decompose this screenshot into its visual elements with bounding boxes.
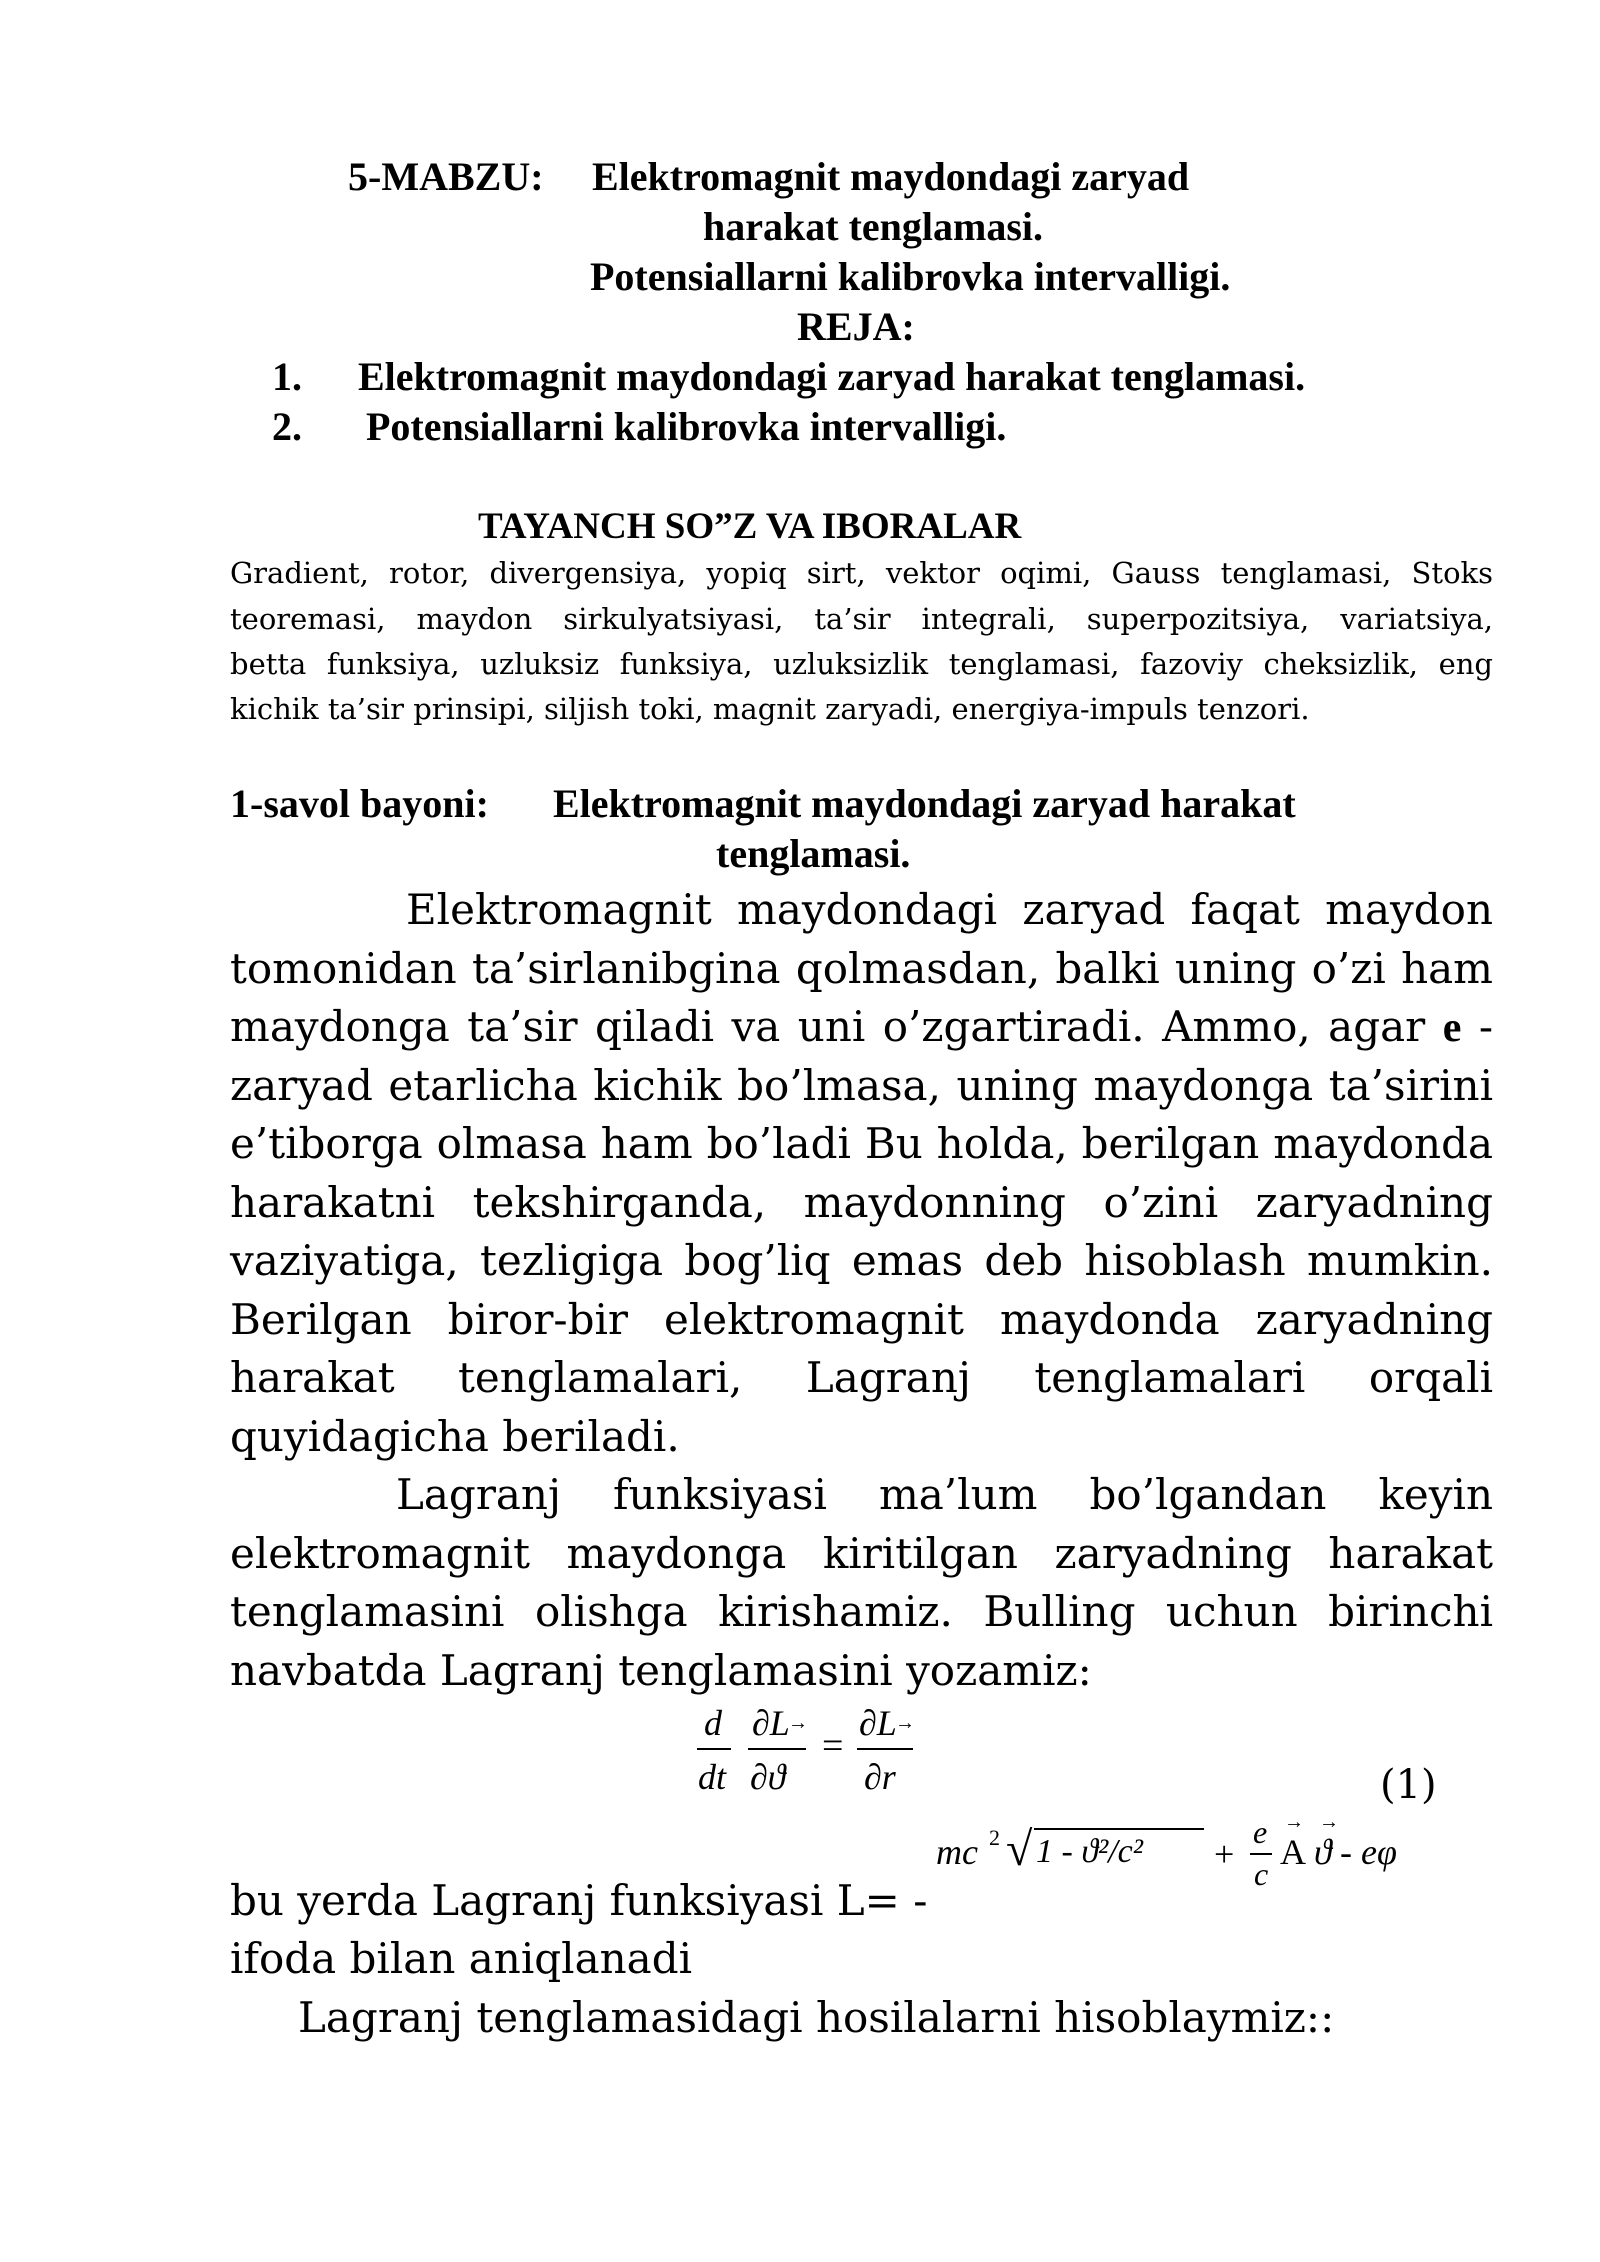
paragraph-line: navbatda Lagranj tenglamasini yozamiz: <box>230 1646 1092 1695</box>
formula-e: e <box>1253 1814 1268 1850</box>
sqrt-icon: √ <box>1006 1823 1033 1876</box>
paragraph-line: vaziyatiga, tezligiga bog’liq emas deb hisoblash mumkin. <box>230 1236 1493 1285</box>
keywords-line: kichik ta’sir prinsipi, siljish toki, magnit zaryadi, energiya-impuls tenzori. <box>230 692 1310 726</box>
keywords-line: betta funksiya, uzluksiz funksiya, uzluksizlik tenglamasi, fazoviy cheksizlik, eng <box>230 647 1493 681</box>
eq-num-1: ∂L <box>752 1703 790 1743</box>
paragraph-line: Berilgan biror-bir elektromagnit maydonda zaryadning <box>230 1295 1493 1344</box>
paragraph-line: zaryad etarlicha kichik bo’lmasa, uning maydonga ta’sirini <box>230 1061 1493 1110</box>
formula-c: c <box>1254 1856 1269 1892</box>
fraction-bar <box>697 1748 731 1750</box>
eq-den-2: ∂r <box>864 1757 896 1797</box>
paragraph-line: tenglamasini olishga kirishamiz. Bulling uchun birinchi <box>230 1587 1493 1636</box>
question-title-line-2: tenglamasi. <box>716 831 911 876</box>
sqrt-bar <box>1034 1828 1204 1830</box>
paragraph-line: harakatni tekshirganda, maydonning o’zini zaryadning <box>230 1178 1493 1227</box>
eq-d: d <box>704 1703 722 1743</box>
plan-item-number: 1. <box>272 354 302 399</box>
topic-label: 5-MABZU: <box>348 154 544 199</box>
paragraph-text: - <box>1478 1002 1494 1051</box>
paragraph-line: e’tiborga olmasa ham bo’ladi Bu holda, berilgan maydonda <box>230 1119 1493 1168</box>
paragraph-line: tomonidan ta’sirlanibgina qolmasdan, balki uning o’zi ham <box>230 944 1493 993</box>
paragraph-line: elektromagnit maydonga kiritilgan zaryadning harakat <box>230 1529 1493 1578</box>
formula-sqrt-content: 1 - ϑ²/c² <box>1036 1833 1143 1870</box>
vector-arrow-icon: → <box>1319 1811 1339 1833</box>
plan-item-number: 2. <box>272 404 302 449</box>
title-line-3: Potensiallarni kalibrovka intervalligi. <box>590 254 1231 299</box>
paragraph-line <box>230 999 1493 1056</box>
vector-arrow-icon: → <box>1284 1811 1304 1833</box>
dot-arrow-icon: → <box>895 1712 915 1734</box>
formula-theta: ϑ <box>1314 1832 1332 1872</box>
equation-number: (1) <box>1380 1762 1437 1808</box>
lagrangian-intro-text: bu yerda Lagranj funksiyasi L= - <box>230 1876 928 1925</box>
question-title-line-1: Elektromagnit maydondagi zaryad harakat <box>553 781 1296 826</box>
fraction-bar <box>748 1748 806 1750</box>
formula-plus: + <box>1214 1834 1235 1874</box>
fraction-bar <box>1250 1853 1272 1855</box>
eq-den-1: ∂ϑ <box>750 1757 786 1797</box>
formula-exponent: 2 <box>989 1825 1000 1850</box>
paragraph-text: maydonga ta’sir qiladi va uni o’zgartiradi. Ammo, agar <box>230 1002 1426 1051</box>
last-paragraph-line: Lagranj tenglamasidagi hosilalarni hisoblaymiz:: <box>298 1993 1335 2042</box>
plan-item-text: Elektromagnit maydondagi zaryad harakat tenglamasi. <box>358 354 1306 399</box>
eq-dt: dt <box>698 1757 727 1797</box>
keywords-line: teoremasi, maydon sirkulyatsiyasi, ta’sir integrali, superpozitsiya, variatsiya, <box>230 602 1493 636</box>
question-label: 1-savol bayoni: <box>230 781 489 826</box>
formula-A: A <box>1280 1832 1306 1872</box>
fraction-bar <box>857 1748 913 1750</box>
lagrangian-outro-text: ifoda bilan aniqlanadi <box>230 1934 693 1983</box>
paragraph-line: quyidagicha beriladi. <box>230 1412 680 1461</box>
charge-symbol: e <box>1442 1005 1462 1051</box>
paragraph-line: harakat tenglamalari, Lagranj tenglamalari orqali <box>230 1353 1493 1402</box>
eq-num-2: ∂L <box>859 1703 897 1743</box>
dot-arrow-icon: → <box>788 1712 808 1734</box>
keywords-line: Gradient, rotor, divergensiya, yopiq sirt, vektor oqimi, Gauss tenglamasi, Stoks <box>230 556 1493 590</box>
plan-heading: REJA: <box>797 304 915 349</box>
eq-equals: = <box>822 1725 844 1767</box>
title-line-2: harakat tenglamasi. <box>703 204 1043 249</box>
plan-item-text: Potensiallarni kalibrovka intervalligi. <box>366 404 1007 449</box>
paragraph-line: Elektromagnit maydondagi zaryad faqat maydon <box>406 885 1493 934</box>
formula-minus-ephi: - eφ <box>1340 1832 1397 1872</box>
paragraph-line: Lagranj funksiyasi ma’lum bo’lgandan keyin <box>396 1470 1493 1519</box>
formula-mc: mc <box>936 1832 978 1872</box>
title-line-1: Elektromagnit maydondagi zaryad <box>592 154 1190 199</box>
keywords-heading: TAYANCH SO”Z VA IBORALAR <box>478 506 1022 547</box>
